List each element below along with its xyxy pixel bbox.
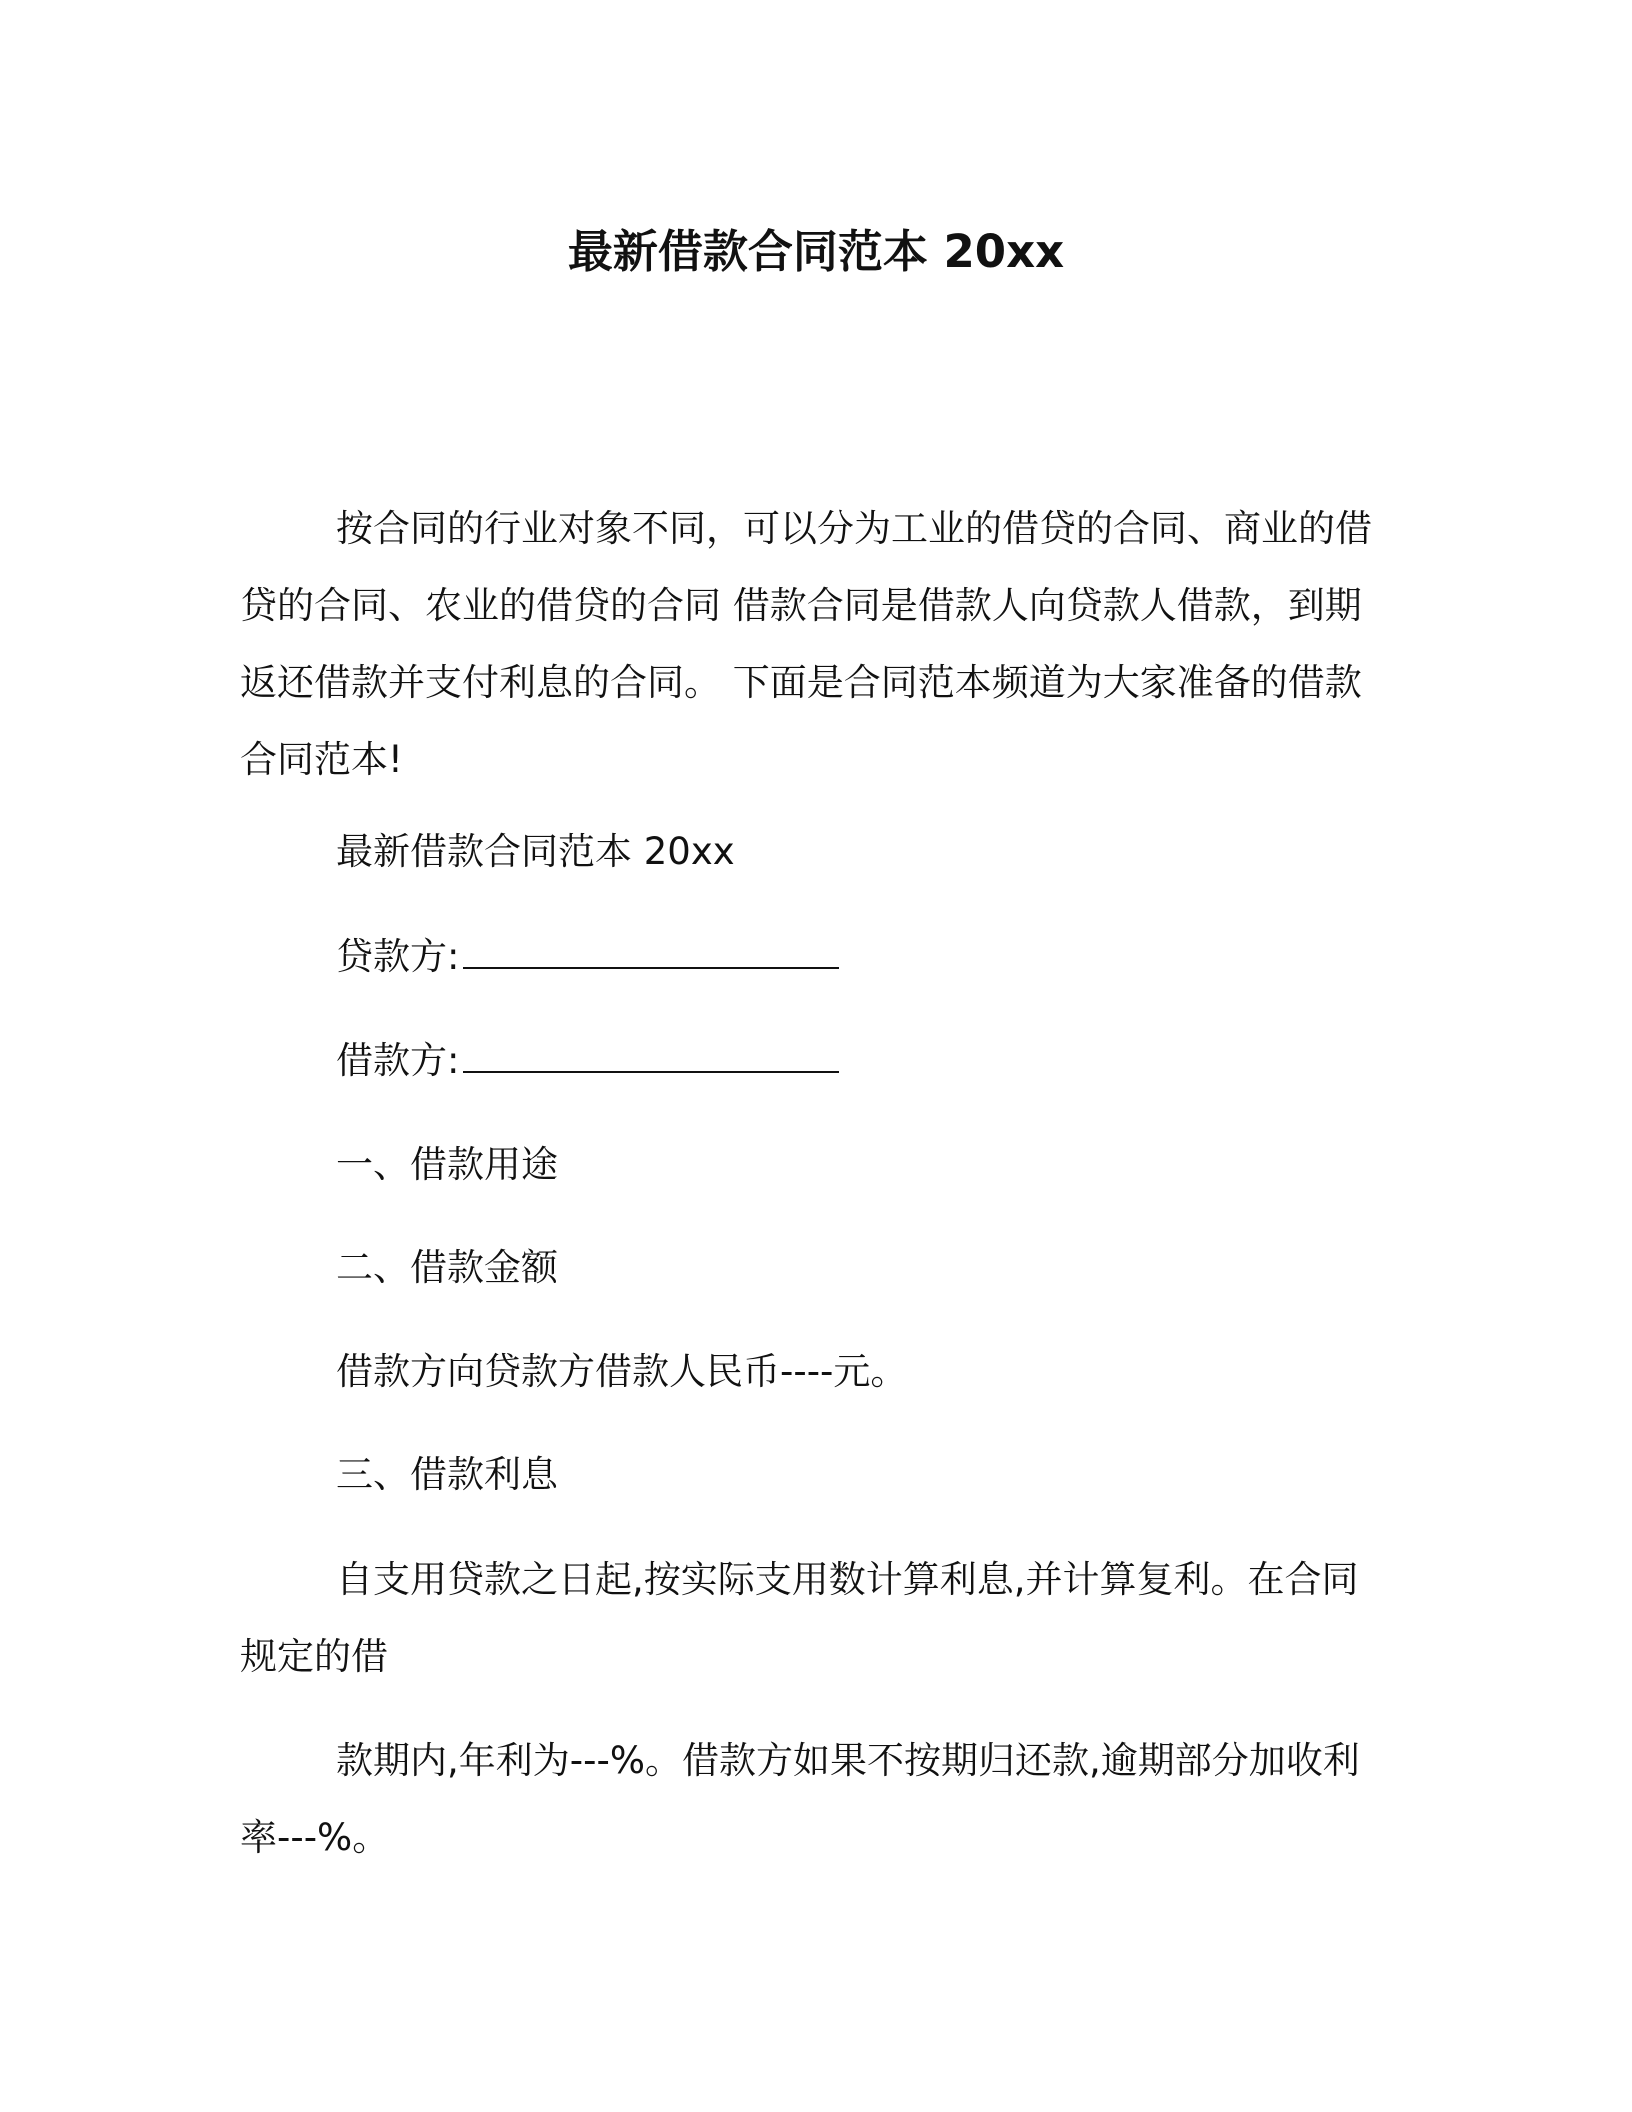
- interest-paragraph-2: 款期内,年利为---%。借款方如果不按期归还款,逾期部分加收利率---%。: [240, 1739, 1360, 1859]
- borrower-blank: [463, 1041, 839, 1073]
- section-heading-purpose: 一、借款用途: [336, 1143, 558, 1186]
- lender-line: [336, 932, 839, 982]
- section-heading-interest: 三、借款利息: [336, 1453, 558, 1496]
- intro-paragraph: 按合同的行业对象不同，可以分为工业的借贷的合同、商业的借贷的合同、农业的借贷的合同 借款合同是借款人向贷款人借款，到期返还借款并支付利息的合同。 下面是合同范本频道为大家准备的借款合同范本!: [240, 507, 1372, 781]
- borrower-line: [336, 1036, 839, 1086]
- interest-paragraph-1: 自支用贷款之日起,按实际支用数计算利息,并计算复利。在合同规定的借: [240, 1558, 1359, 1678]
- lender-blank: [463, 937, 839, 969]
- amount-text: 借款方向贷款方借款人民币----元。: [336, 1350, 908, 1393]
- borrower-label: 借款方:: [336, 1039, 460, 1082]
- lender-label: 贷款方:: [336, 935, 460, 978]
- section-heading-amount: 二、借款金额: [336, 1246, 558, 1289]
- contract-subtitle: 最新借款合同范本 20xx: [336, 830, 735, 873]
- document-title: 最新借款合同范本 20xx: [567, 225, 1065, 278]
